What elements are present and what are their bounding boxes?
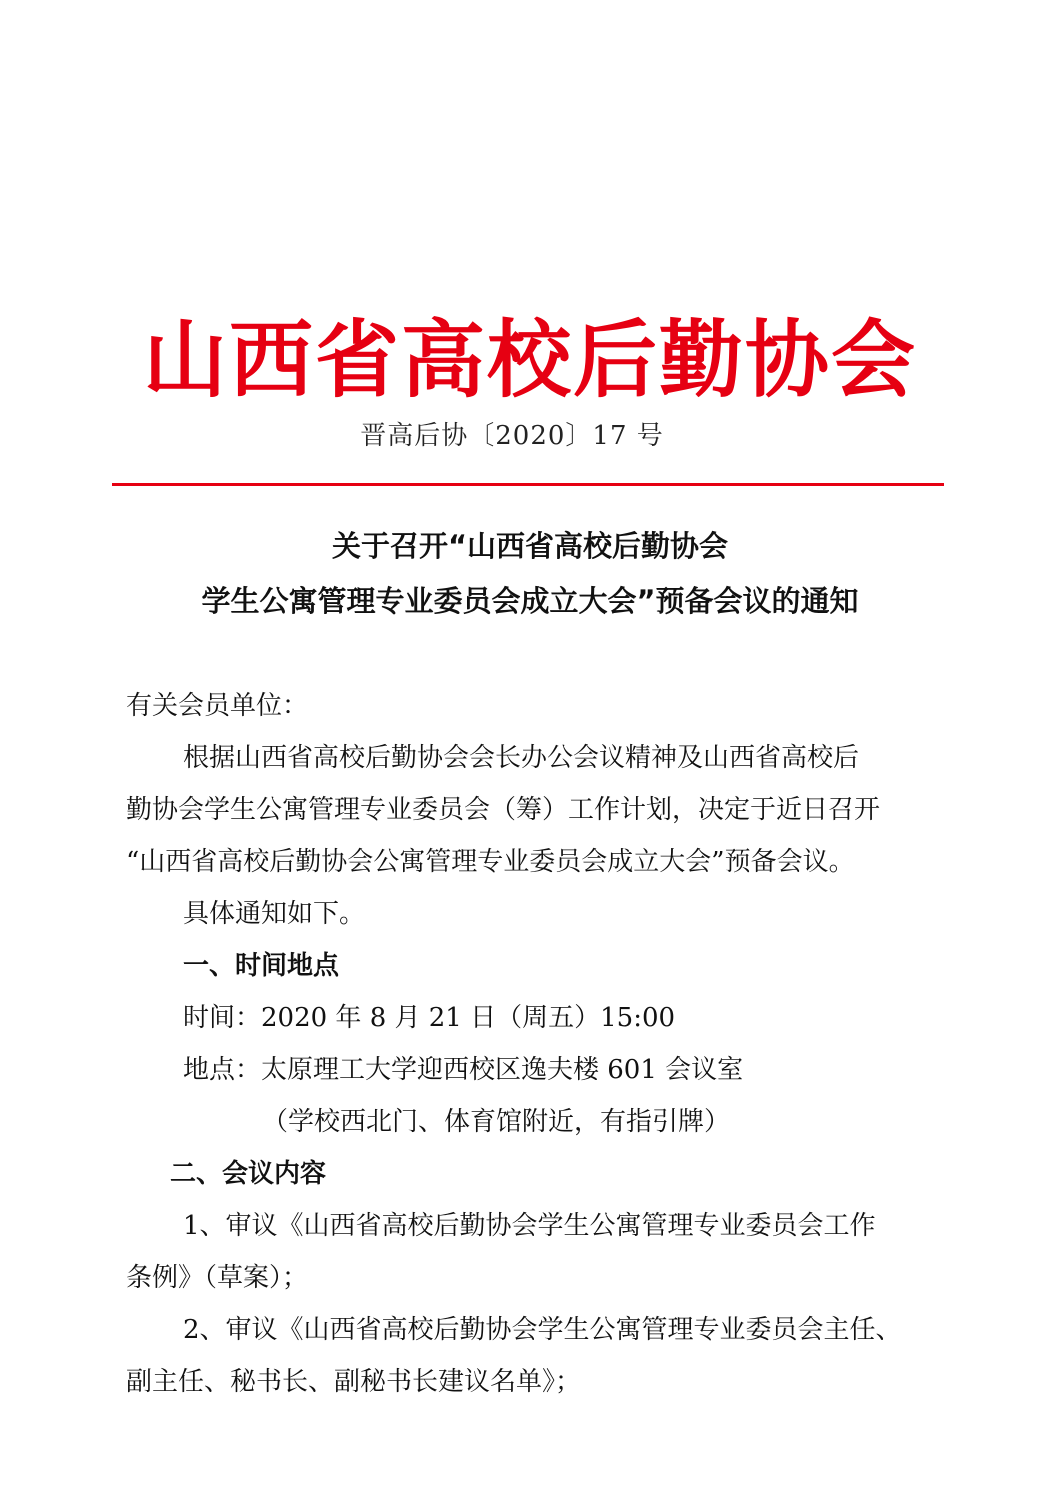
meeting-time: 时间：2020 年 8 月 21 日（周五）15:00 xyxy=(183,1003,676,1033)
paragraph-line: 勤协会学生公寓管理专业委员会（筹）工作计划，决定于近日召开 xyxy=(126,795,881,825)
agenda-item-2-line-2: 副主任、秘书长、副秘书长建议名单》； xyxy=(126,1367,582,1397)
agenda-item-1-line-1: 1、审议《山西省高校后勤协会学生公寓管理专业委员会工作 xyxy=(183,1211,876,1241)
meeting-place: 地点：太原理工大学迎西校区逸夫楼 601 会议室 xyxy=(183,1055,744,1085)
paragraph-line: 根据山西省高校后勤协会会长办公会议精神及山西省高校后 xyxy=(183,743,860,773)
meeting-place-note: （学校西北门、体育馆附近，有指引牌） xyxy=(262,1107,731,1137)
agenda-item-1-line-2: 条例》（草案）； xyxy=(126,1263,309,1293)
paragraph-line: 具体通知如下。 xyxy=(183,899,366,929)
section-heading-time-place: 一、时间地点 xyxy=(183,951,340,981)
document-title-line-1: 关于召开“山西省高校后勤协会 xyxy=(331,529,729,563)
organization-name: 山西省高校后勤协会 xyxy=(142,311,917,409)
document-title-line-2: 学生公寓管理专业委员会成立大会”预备会议的通知 xyxy=(201,584,859,618)
red-divider-line xyxy=(112,483,944,486)
paragraph-line: “山西省高校后勤协会公寓管理专业委员会成立大会”预备会议。 xyxy=(126,847,855,877)
document-number: 晋高后协〔2020〕17 号 xyxy=(360,421,664,451)
section-heading-meeting-content: 二、会议内容 xyxy=(170,1159,327,1189)
salutation: 有关会员单位： xyxy=(126,691,309,721)
agenda-item-2-line-1: 2、审议《山西省高校后勤协会学生公寓管理专业委员会主任、 xyxy=(183,1315,902,1345)
